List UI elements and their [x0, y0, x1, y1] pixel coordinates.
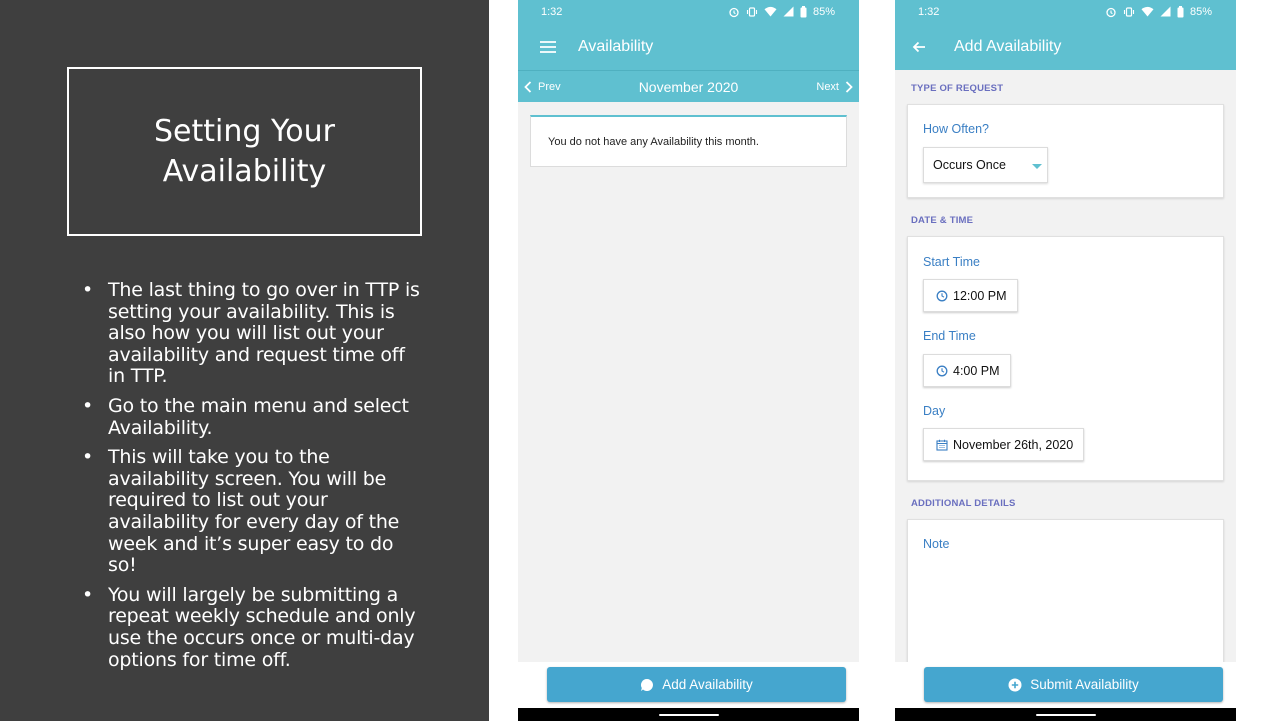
clock-icon [936, 365, 948, 377]
slide-bullet: • This will take you to the availability screen. You will be required to list out your availability for every day of the week and it’s super easy to do so! [82, 447, 422, 577]
next-label: Next [816, 80, 839, 93]
day-picker[interactable] [923, 428, 1084, 461]
end-time-picker[interactable] [923, 354, 1011, 387]
status-bar [518, 0, 859, 23]
end-time-label: End Time [923, 329, 976, 343]
slide-bullet: • The last thing to go over in TTP is setting your availability. This is also how you will list out your availability and request time off in TTP. [82, 280, 422, 388]
calendar-icon [936, 439, 948, 451]
empty-state-card [530, 115, 847, 167]
month-navigator [518, 70, 859, 102]
status-time: 1:32 [541, 5, 563, 18]
start-time-label: Start Time [923, 255, 980, 269]
slide-bullet: • Go to the main menu and select Availability. [82, 396, 422, 439]
phone-availability-screen [518, 0, 859, 721]
section-additional-details: ADDITIONAL DETAILS [911, 498, 1016, 509]
current-month: November 2020 [638, 78, 739, 95]
alarm-icon [1105, 6, 1117, 18]
add-availability-button[interactable] [547, 667, 846, 702]
hamburger-menu-icon[interactable] [528, 41, 568, 53]
status-icons [1105, 6, 1212, 18]
status-bar [895, 0, 1236, 23]
slide-title: Setting Your Availability [154, 113, 335, 189]
signal-icon [783, 6, 794, 17]
chevron-right-icon [845, 81, 853, 93]
request-type-card [907, 104, 1224, 198]
status-time: 1:32 [918, 5, 940, 18]
app-bar-title: Availability [578, 37, 654, 55]
clock-icon [936, 290, 948, 302]
submit-availability-button[interactable] [924, 667, 1223, 702]
day-value: November 26th, 2020 [953, 437, 1074, 452]
prev-label: Prev [538, 80, 561, 93]
vibrate-icon [746, 6, 758, 18]
submit-availability-label: Submit Availability [1030, 677, 1139, 692]
back-arrow-icon[interactable] [904, 41, 934, 53]
start-time-picker[interactable] [923, 279, 1018, 312]
home-gesture-pill[interactable] [1036, 714, 1096, 716]
vibrate-icon [1123, 6, 1135, 18]
section-date-time: DATE & TIME [911, 215, 974, 226]
how-often-value: Occurs Once [933, 158, 1006, 172]
empty-state-message: You do not have any Availability this month. [548, 135, 759, 148]
chat-bubble-icon [640, 678, 654, 692]
dropdown-caret-icon [1032, 164, 1042, 169]
signal-icon [1160, 6, 1171, 17]
app-bar [895, 23, 1236, 70]
home-gesture-pill[interactable] [659, 714, 719, 716]
alarm-icon [728, 6, 740, 18]
prev-month-button[interactable] [524, 81, 561, 93]
system-nav-bar [895, 708, 1236, 721]
slide-bullet: • You will largely be submitting a repeat weekly schedule and only use the occurs once or multi-day options for time off. [82, 585, 422, 671]
how-often-label: How Often? [923, 122, 990, 136]
app-bar [518, 23, 859, 70]
slide-bullet-list [82, 280, 422, 679]
next-month-button[interactable] [816, 81, 853, 93]
status-icons [728, 6, 835, 18]
wifi-icon [1141, 6, 1154, 17]
add-availability-label: Add Availability [662, 677, 753, 692]
section-type-of-request: TYPE OF REQUEST [911, 83, 1004, 94]
wifi-icon [764, 6, 777, 17]
battery-icon [800, 6, 807, 18]
plus-circle-icon [1008, 678, 1022, 692]
battery-icon [1177, 6, 1184, 18]
battery-percent: 85% [812, 5, 835, 18]
day-label: Day [923, 404, 946, 418]
end-time-value: 4:00 PM [953, 363, 1000, 378]
app-bar-title: Add Availability [954, 37, 1062, 55]
date-time-card [907, 236, 1224, 481]
details-card [907, 519, 1224, 679]
slide-title-box [67, 67, 422, 236]
how-often-select[interactable] [923, 147, 1048, 183]
phone-add-availability-screen [895, 0, 1236, 721]
slide-text-panel [0, 0, 489, 721]
system-nav-bar [518, 708, 859, 721]
chevron-left-icon [524, 81, 532, 93]
start-time-value: 12:00 PM [953, 288, 1007, 303]
battery-percent: 85% [1189, 5, 1212, 18]
note-field[interactable]: Note [923, 537, 950, 551]
